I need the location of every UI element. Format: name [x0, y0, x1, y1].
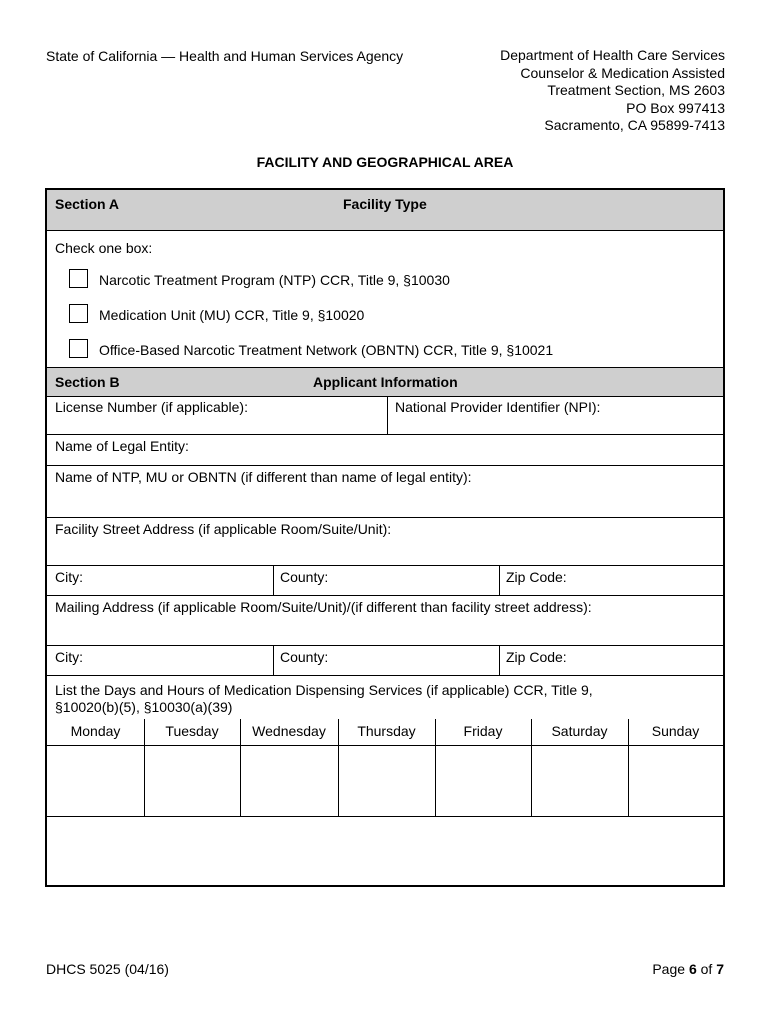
days-table [47, 719, 723, 817]
ntp-name-field[interactable]: Name of NTP, MU or OBNTN (if different than name of legal entity): [55, 469, 472, 485]
form-title: FACILITY AND GEOGRAPHICAL AREA [256, 154, 514, 170]
day-monday: Monday [70, 723, 121, 739]
ntp-name-row [47, 466, 723, 518]
divider [499, 566, 500, 595]
section-a-title: Facility Type [343, 196, 427, 212]
page-of: of [700, 961, 713, 977]
day-saturday: Saturday [551, 723, 608, 739]
department-line: PO Box 997413 [626, 99, 725, 116]
mailing-address-row [47, 596, 723, 646]
department-line: Treatment Section, MS 2603 [547, 82, 725, 98]
ntp-checkbox[interactable] [69, 269, 88, 288]
facility-county-field[interactable]: County: [280, 569, 329, 585]
section-a-label: Section A [55, 196, 120, 212]
dispensing-line-2: §10020(b)(5), §10030(a)(39) [55, 699, 233, 715]
dispensing-line-1: List the Days and Hours of Medication Dispensing Services (if applicable) CCR, Title 9, [55, 682, 593, 698]
ntp-option-label: Narcotic Treatment Program (NTP) CCR, Title 9, §10030 [99, 272, 450, 288]
dispensing-instructions [47, 676, 723, 719]
section-b-label: Section B [55, 374, 120, 390]
mu-option-label: Medication Unit (MU) CCR, Title 9, §10020 [99, 307, 365, 323]
facility-address-field[interactable]: Facility Street Address (if applicable Room/Suite/Unit): [55, 521, 392, 537]
facility-address-row [47, 518, 723, 566]
day-sunday: Sunday [651, 723, 700, 739]
section-a-body [47, 231, 723, 367]
mailing-address-field[interactable]: Mailing Address (if applicable Room/Suite/Unit)/(if different than facility street address): [55, 599, 592, 615]
mailing-city-field[interactable]: City: [55, 649, 83, 665]
obntn-option-label: Office-Based Narcotic Treatment Network (OBNTN) CCR, Title 9, §10021 [99, 342, 554, 358]
department-line: Sacramento, CA 95899-7413 [544, 117, 725, 133]
day-wednesday: Wednesday [252, 723, 326, 739]
page-current: 6 [688, 961, 697, 977]
divider [499, 646, 500, 675]
section-a-header [47, 190, 723, 231]
obntn-checkbox[interactable] [69, 339, 88, 358]
license-number-field[interactable]: License Number (if applicable): [55, 399, 248, 415]
mu-checkbox[interactable] [69, 304, 88, 323]
facility-city-field[interactable]: City: [55, 569, 83, 585]
divider [273, 646, 274, 675]
legal-entity-row [47, 435, 723, 466]
department-line: Department of Health Care Services [500, 47, 725, 63]
days-header-divider [47, 745, 723, 746]
hours-notes-area[interactable] [47, 817, 723, 885]
page-total: 7 [716, 961, 724, 977]
day-thursday: Thursday [357, 723, 416, 739]
section-b-title: Applicant Information [313, 374, 458, 390]
page-number [652, 961, 724, 977]
divider [273, 566, 274, 595]
mailing-county-field[interactable]: County: [280, 649, 329, 665]
page-prefix: Page [652, 961, 686, 977]
facility-zip-field[interactable]: Zip Code: [506, 569, 567, 585]
divider [387, 397, 388, 434]
department-line: Counselor & Medication Assisted [520, 64, 725, 81]
facility-city-row [47, 566, 723, 596]
day-friday: Friday [463, 723, 503, 739]
facility-form [45, 188, 725, 887]
department-address [500, 47, 725, 135]
mailing-zip-field[interactable]: Zip Code: [506, 649, 567, 665]
mailing-city-row [47, 646, 723, 676]
check-instruction: Check one box: [55, 240, 153, 256]
agency-name: State of California — Health and Human Services Agency [46, 48, 404, 64]
license-npi-row [47, 397, 723, 435]
section-b-header [47, 367, 723, 397]
npi-field[interactable]: National Provider Identifier (NPI): [395, 399, 601, 415]
form-id: DHCS 5025 (04/16) [46, 961, 169, 977]
legal-entity-field[interactable]: Name of Legal Entity: [55, 438, 189, 454]
day-tuesday: Tuesday [165, 723, 219, 739]
